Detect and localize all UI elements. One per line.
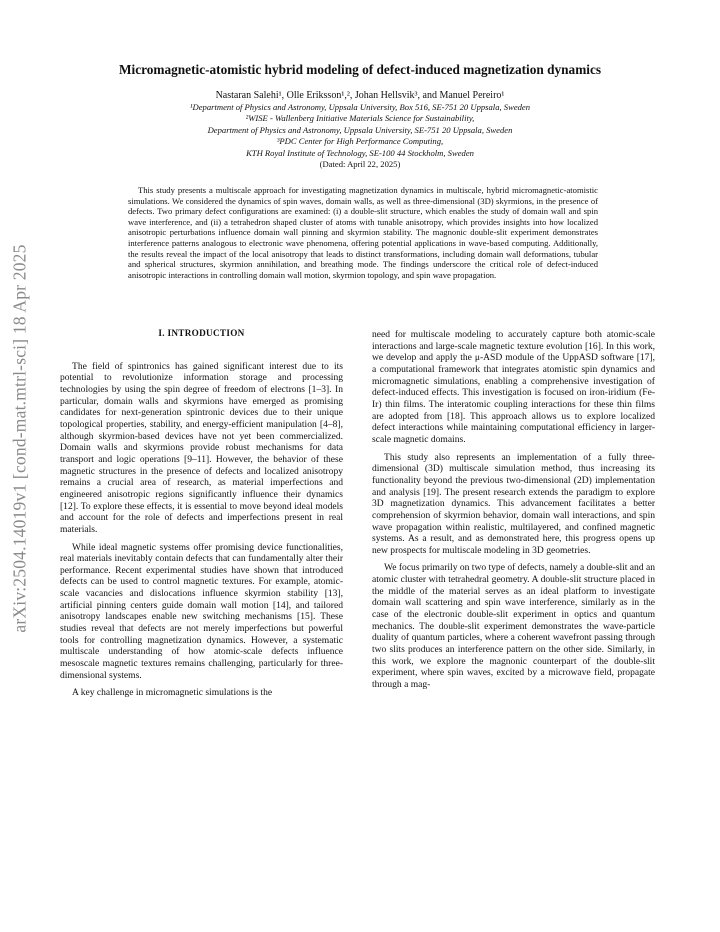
author-block xyxy=(60,90,660,171)
left-column xyxy=(60,328,343,705)
paper-title: Micromagnetic-atomistic hybrid modeling of defect-induced magnetization dynamics xyxy=(118,62,602,77)
dated-line: (Dated: April 22, 2025) xyxy=(319,159,401,169)
arxiv-identifier: arXiv:2504.14019v1 [cond-mat.mtrl-sci] 18 Apr 2025 xyxy=(9,244,30,633)
abstract: This study presents a multiscale approach for investigating magnetization dynamics in multiscale, hybrid micromagnetic-atomistic simulations. We considered the dynamics of spin waves, domain walls, as well as three-dimensional (3D) skyrmions, in the presence of defects. Two primary defect configurations are examined: (i) a double-slit structure, which enables the study of domain wall and spin wave interference, and (ii) a tetrahedron shaped cluster of atoms with tunable anisotropy, which provides insights into how localized anisotropic perturbations influence domain wall pinning and skyrmion stability. The magnonic double-slit experiment demonstrates interference patterns analogous to electronic wave phenomena, offering potential applications in wave-based computing. Additionally, the results reveal the impact of the local anisotropy that leads to distinct transformations, including domain wall deformations, tubular and spherical structures, skyrmion annihilation, and breathing mode. The findings underscore the critical role of defect-induced anisotropic interactions in controlling domain wall motion, skyrmion topology, and spin wave propagation. xyxy=(128,185,598,280)
author-list: Nastaran Salehi¹, Olle Eriksson¹,², Johan Hellsvik³, and Manuel Pereiro¹ xyxy=(215,90,505,101)
right-column xyxy=(372,329,655,697)
paragraph: A key challenge in micromagnetic simulations is the xyxy=(72,687,273,699)
paragraph: We focus primarily on two type of defects, namely a double-slit and an atomic cluster with tetrahedral geometry. A double-slit structure placed in the middle of the material serves as an ideal platform to investigate domain wall scattering and spin wave interference, similarly as in the case of the electronic double-slit experiment in optics and quantum mechanics. The double-slit experiment demonstrates the wave-particle duality of quantum particles, where a coherent wavefront passing through two slits produces an interference pattern on the other side. Similarly, in this work, we explore the magnonic counterpart of the double-slit experiment, where spin waves, excited by a microwave field, propagate through a mag- xyxy=(372,562,655,691)
affiliation-3-cont: KTH Royal Institute of Technology, SE-100 44 Stockholm, Sweden xyxy=(246,147,474,158)
section-heading-introduction: I. INTRODUCTION xyxy=(158,328,245,338)
paragraph: While ideal magnetic systems offer promising device functionalities, real materials inevitably contain defects that can fundamentally alter their performance. Recent experimental studies have shown that introduced defects can be used to control magnetic textures. For example, atomic-scale vacancies and dislocations influence skyrmion stability [13], artificial pinning centers guide domain wall motion [14], and tailored anisotropy landscapes enable new switching mechanisms [15]. These studies reveal that defects are not merely imperfections but powerful tools for controlling magnetization dynamics. However, a systematic multiscale understanding of how atomic-scale defects influence mesoscale magnetic textures remains challenging, particularly for three-dimensional systems. xyxy=(60,541,343,681)
paragraph: need for multiscale modeling to accurately capture both atomic-scale interactions and large-scale magnetic texture evolution [16]. In this work, we develop and apply the μ-ASD module of the UppASD software [17], a computational framework that integrates atomistic spin dynamics and micromagnetic simulations, enabling a comprehensive investigation of defect-induced effects. This investigation is focused on iron-iridium (Fe-Ir) thin films. The interatomic coupling interactions for these thin films are adopted from [18]. This approach allows us to explore localized defect interactions while maintaining computational efficiency in larger-scale magnetic domains. xyxy=(372,329,655,445)
paragraph: This study also represents an implementation of a fully three-dimensional (3D) multiscale simulation method, thus increasing its functionality beyond the previous two-dimensional (2D) implementation and analysis [19]. The present research extends the paradigm to explore 3D magnetization dynamics. This advancement facilitates a better comprehension of skyrmion behavior, domain wall interactions, and spin wave propagation within realistic, multilayered, and confined magnetic systems. As a result, and as demonstrated here, this progress opens up new prospects for multiscale modeling in 3D geometries. xyxy=(372,451,655,556)
affiliation-3: ³PDC Center for High Performance Computing, xyxy=(276,136,444,146)
paragraph: The field of spintronics has gained significant interest due to its potential to revolutionize information storage and processing technologies by using the spin degree of freedom of electrons [1–3]. In particular, domain walls and skyrmions have emerged as promising candidates for next-generation spintronic devices due to their unique topological properties, stability, and energy-efficient manipulation [4–8], although skyrmion-based devices have not yet been commercialized. Domain walls and skyrmions provide robust mechanisms for data transport and logic operations [9–11]. However, the behavior of these magnetic structures in the presence of defects and localized anisotropy remains a crucial area of research, as material imperfections and engineered anisotropic regions significantly influence their dynamics [12]. To explore these effects, it is essential to move beyond ideal models and account for the role of defects and imperfections present in real materials. xyxy=(60,360,343,535)
affiliation-2: ²WISE - Wallenberg Initiative Materials Science for Sustainability, xyxy=(245,113,475,123)
affiliation-1: ¹Department of Physics and Astronomy, Uppsala University, Box 516, SE-751 20 Uppsala, Sweden xyxy=(189,101,531,112)
affiliation-2-cont: Department of Physics and Astronomy, Uppsala University, SE-751 20 Uppsala, Sweden xyxy=(207,124,513,135)
arxiv-sidebar xyxy=(0,200,40,680)
